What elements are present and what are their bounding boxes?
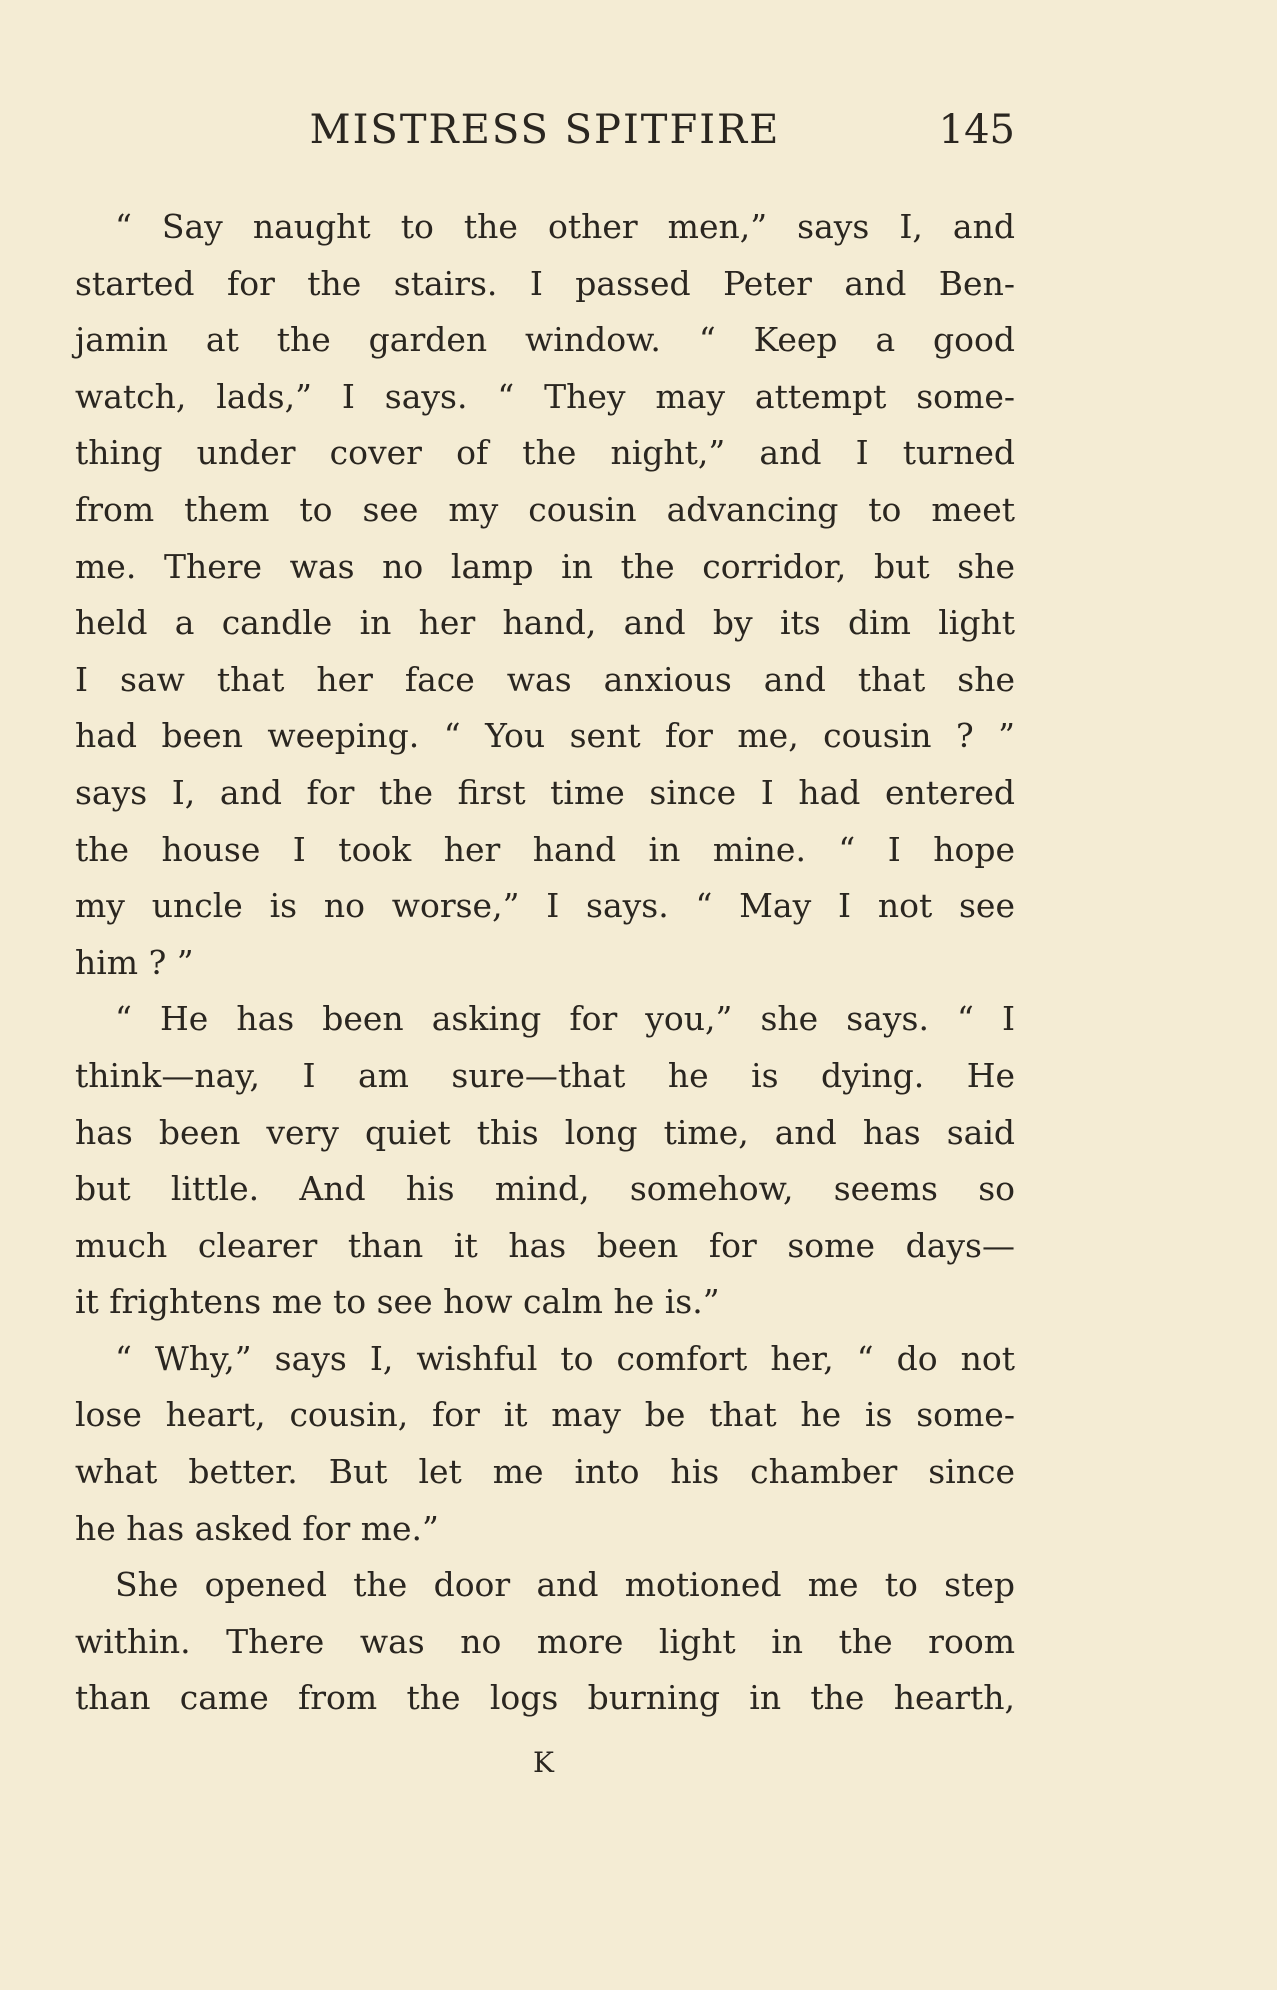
- text-line: but little. And his mind, somehow, seems so: [75, 1169, 1015, 1209]
- running-head: [75, 102, 1015, 158]
- text-line: him ? ”: [75, 942, 194, 982]
- body-text: [75, 199, 1015, 1727]
- text-line: She opened the door and motioned me to step: [115, 1565, 1015, 1605]
- running-title: MISTRESS SPITFIRE: [309, 107, 781, 153]
- text-line: “ He has been asking for you,” she says. “ I: [115, 999, 1015, 1039]
- text-line: held a candle in her hand, and by its dim light: [75, 603, 1015, 643]
- text-line: he has asked for me.”: [75, 1508, 439, 1548]
- text-line: watch, lads,” I says. “ They may attempt some-: [75, 376, 1015, 416]
- text-line: me. There was no lamp in the corridor, but she: [75, 546, 1015, 586]
- text-line: started for the stairs. I passed Peter and Ben-: [75, 263, 1015, 303]
- text-line: has been very quiet this long time, and has said: [75, 1112, 1015, 1152]
- text-line: the house I took her hand in mine. “ I hope: [75, 829, 1015, 869]
- page-number: 145: [938, 107, 1015, 153]
- text-line: “ Why,” says I, wishful to comfort her, “ do not: [115, 1338, 1015, 1378]
- text-line: much clearer than it has been for some days—: [75, 1225, 1015, 1265]
- text-line: my uncle is no worse,” I says. “ May I not see: [75, 886, 1015, 926]
- text-line: what better. But let me into his chamber since: [75, 1452, 1015, 1492]
- text-line: thing under cover of the night,” and I turned: [75, 433, 1015, 473]
- text-line: says I, and for the first time since I had entered: [75, 772, 1015, 812]
- text-line: I saw that her face was anxious and that she: [75, 659, 1015, 699]
- text-line: within. There was no more light in the room: [75, 1621, 1015, 1661]
- text-line: had been weeping. “ You sent for me, cousin ? ”: [75, 716, 1015, 756]
- text-line: think—nay, I am sure—that he is dying. He: [75, 1055, 1015, 1095]
- text-line: it frightens me to see how calm he is.”: [75, 1282, 720, 1322]
- text-line: jamin at the garden window. “ Keep a good: [75, 320, 1015, 360]
- text-line: than came from the logs burning in the hearth,: [75, 1678, 1015, 1718]
- text-line: “ Say naught to the other men,” says I, and: [115, 207, 1015, 246]
- text-line: lose heart, cousin, for it may be that he is some-: [75, 1395, 1015, 1435]
- signature-mark: K: [533, 1746, 554, 1779]
- text-line: from them to see my cousin advancing to meet: [75, 489, 1015, 529]
